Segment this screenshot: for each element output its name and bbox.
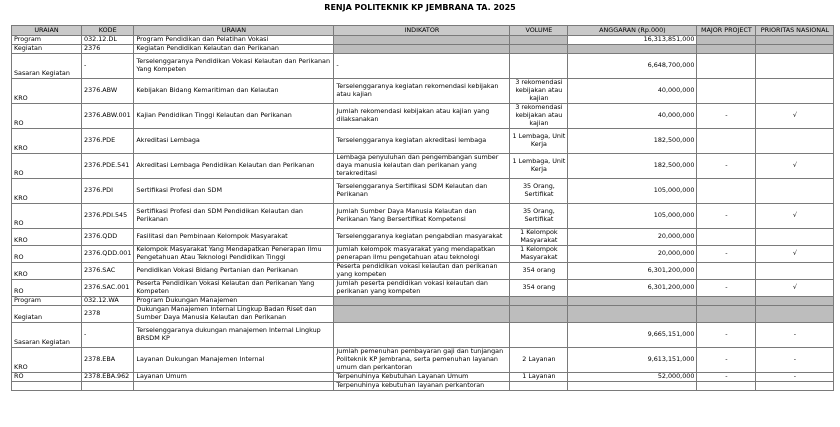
cell-anggaran <box>568 306 697 323</box>
cell-uraian-detail <box>134 382 334 391</box>
cell-volume: 354 orang <box>510 280 568 297</box>
cell-uraian-detail: Sertifikasi Profesi dan SDM Pendidikan Kelautan dan Perikanan <box>134 204 334 229</box>
cell-prioritas-nasional <box>756 129 834 154</box>
page-title: RENJA POLITEKNIK KP JEMBRANA TA. 2025 <box>324 3 516 12</box>
cell-anggaran: 20,000,000 <box>568 229 697 246</box>
cell-major-project <box>697 129 756 154</box>
cell-volume: 1 Kelompok Masyarakat <box>510 246 568 263</box>
cell-anggaran <box>568 45 697 54</box>
cell-prioritas-nasional <box>756 382 834 391</box>
cell-kode: 032.12.WA <box>82 297 134 306</box>
cell-anggaran: 6,301,200,000 <box>568 263 697 280</box>
cell-anggaran: 40,000,000 <box>568 79 697 104</box>
cell-volume <box>510 54 568 79</box>
col-header-uraian: URAIAN <box>12 26 82 36</box>
cell-kode: 2376.ABW <box>82 79 134 104</box>
cell-kode: 2376 <box>82 45 134 54</box>
cell-volume: 1 Kelompok Masyarakat <box>510 229 568 246</box>
cell-indikator: Terpenuhinya kebutuhan layanan perkantoran <box>334 382 510 391</box>
cell-anggaran <box>568 382 697 391</box>
cell-major-project <box>697 297 756 306</box>
cell-indikator: Jumlah pemenuhan pembayaran gaji dan tunjangan Politeknik KP Jembrana, serta pemenuhan layanan umum dan perkantoran <box>334 348 510 373</box>
cell-uraian-detail: Akreditasi Lembaga <box>134 129 334 154</box>
col-header-uraian-detail: URAIAN <box>134 26 334 36</box>
cell-volume: 1 Layanan <box>510 373 568 382</box>
table-row <box>12 373 834 382</box>
cell-prioritas-nasional <box>756 36 834 45</box>
cell-volume <box>510 36 568 45</box>
cell-volume: 1 Lembaga, Unit Kerja <box>510 129 568 154</box>
table-row <box>12 179 834 204</box>
cell-kode: 2376.SAC <box>82 263 134 280</box>
cell-indikator: Terselenggaranya kegiatan akreditasi lembaga <box>334 129 510 154</box>
cell-uraian: RO <box>12 154 82 179</box>
cell-volume: 3 rekomendasi kebijakan atau kajian <box>510 104 568 129</box>
cell-major-project: - <box>697 323 756 348</box>
cell-indikator: Terselenggaranya kegiatan pengabdian masyarakat <box>334 229 510 246</box>
cell-major-project <box>697 79 756 104</box>
cell-volume: 354 orang <box>510 263 568 280</box>
cell-indikator <box>334 297 510 306</box>
cell-anggaran: 182,500,000 <box>568 154 697 179</box>
cell-major-project: - <box>697 373 756 382</box>
cell-kode: - <box>82 54 134 79</box>
cell-uraian: KRO <box>12 129 82 154</box>
cell-uraian-detail: Kegiatan Pendidikan Kelautan dan Perikanan <box>134 45 334 54</box>
cell-anggaran: 40,000,000 <box>568 104 697 129</box>
table-row <box>12 297 834 306</box>
cell-indikator <box>334 45 510 54</box>
cell-major-project: - <box>697 348 756 373</box>
cell-major-project: - <box>697 104 756 129</box>
cell-uraian: Kegiatan <box>12 45 82 54</box>
cell-major-project <box>697 36 756 45</box>
cell-prioritas-nasional: √ <box>756 280 834 297</box>
table-row <box>12 154 834 179</box>
cell-uraian: KRO <box>12 229 82 246</box>
cell-anggaran: 16,313,851,000 <box>568 36 697 45</box>
cell-uraian-detail: Program Pendidikan dan Pelatihan Vokasi <box>134 36 334 45</box>
cell-prioritas-nasional <box>756 45 834 54</box>
cell-major-project <box>697 306 756 323</box>
col-header-volume: VOLUME <box>510 26 568 36</box>
cell-uraian: Sasaran Kegiatan <box>12 54 82 79</box>
cell-kode <box>82 382 134 391</box>
cell-uraian-detail: Program Dukungan Manajemen <box>134 297 334 306</box>
cell-kode: 2376.SAC.001 <box>82 280 134 297</box>
cell-kode: 032.12.DL <box>82 36 134 45</box>
cell-uraian-detail: Pendidikan Vokasi Bidang Pertanian dan Perikanan <box>134 263 334 280</box>
cell-indikator: Jumlah peserta pendidikan vokasi kelautan dan perikanan yang kompeten <box>334 280 510 297</box>
cell-uraian-detail: Fasilitasi dan Pembinaan Kelompok Masyarakat <box>134 229 334 246</box>
cell-prioritas-nasional <box>756 179 834 204</box>
cell-uraian: Program <box>12 297 82 306</box>
cell-anggaran <box>568 297 697 306</box>
cell-kode: 2376.PDI.545 <box>82 204 134 229</box>
col-header-kode: KODE <box>82 26 134 36</box>
cell-uraian <box>12 382 82 391</box>
cell-kode: 2376.ABW.001 <box>82 104 134 129</box>
cell-uraian: KRO <box>12 179 82 204</box>
table-row <box>12 36 834 45</box>
table-row <box>12 246 834 263</box>
cell-indikator: Peserta pendidikan vokasi kelautan dan perikanan yang kompeten <box>334 263 510 280</box>
cell-indikator: - <box>334 54 510 79</box>
col-header-indikator: INDIKATOR <box>334 26 510 36</box>
cell-volume <box>510 306 568 323</box>
table-row <box>12 229 834 246</box>
cell-uraian-detail: Terselenggaranya Pendidikan Vokasi Kelautan dan Perikanan Yang Kompeten <box>134 54 334 79</box>
cell-volume <box>510 323 568 348</box>
cell-uraian-detail: Terselenggaranya dukungan manajemen Internal Lingkup BRSDM KP <box>134 323 334 348</box>
cell-uraian: RO <box>12 104 82 129</box>
cell-anggaran: 6,301,200,000 <box>568 280 697 297</box>
cell-indikator <box>334 323 510 348</box>
cell-major-project <box>697 229 756 246</box>
cell-prioritas-nasional: √ <box>756 154 834 179</box>
cell-kode: 2376.PDI <box>82 179 134 204</box>
renja-table <box>11 25 834 391</box>
cell-volume: 3 rekomendasi kebijakan atau kajian <box>510 79 568 104</box>
cell-anggaran: 182,500,000 <box>568 129 697 154</box>
cell-uraian: Sasaran Kegiatan <box>12 323 82 348</box>
cell-anggaran: 9,613,151,000 <box>568 348 697 373</box>
cell-major-project <box>697 382 756 391</box>
cell-uraian: Program <box>12 36 82 45</box>
cell-kode: 2376.QDD <box>82 229 134 246</box>
cell-indikator: Jumlah Sumber Daya Manusia Kelautan dan Perikanan Yang Bersertifikat Kompetensi <box>334 204 510 229</box>
cell-uraian-detail: Kebijakan Bidang Kemaritiman dan Kelautan <box>134 79 334 104</box>
cell-prioritas-nasional: √ <box>756 104 834 129</box>
table-row <box>12 306 834 323</box>
cell-anggaran: 6,648,700,000 <box>568 54 697 79</box>
cell-major-project <box>697 54 756 79</box>
cell-indikator: Jumlah rekomendasi kebijakan atau kajian yang dilaksanakan <box>334 104 510 129</box>
cell-uraian-detail: Peserta Pendidikan Vokasi Kelautan dan Perikanan Yang Kompeten <box>134 280 334 297</box>
cell-indikator: Terpenuhinya Kebutuhan Layanan Umum <box>334 373 510 382</box>
table-row <box>12 129 834 154</box>
cell-volume: 2 Layanan <box>510 348 568 373</box>
cell-uraian-detail: Layanan Umum <box>134 373 334 382</box>
cell-uraian-detail: Dukungan Manajemen Internal Lingkup Badan Riset dan Sumber Daya Manusia Kelautan dan Perikanan <box>134 306 334 323</box>
cell-volume: 35 Orang, Sertifikat <box>510 179 568 204</box>
table-row <box>12 323 834 348</box>
cell-indikator: Lembaga penyuluhan dan pengembangan sumber daya manusia kelautan dan perikanan yang terakreditasi <box>334 154 510 179</box>
cell-prioritas-nasional: √ <box>756 246 834 263</box>
cell-kode: 2376.PDE.541 <box>82 154 134 179</box>
cell-volume: 1 Lembaga, Unit Kerja <box>510 154 568 179</box>
cell-anggaran: 52,000,000 <box>568 373 697 382</box>
cell-uraian: RO <box>12 204 82 229</box>
cell-kode: 2378 <box>82 306 134 323</box>
cell-major-project: - <box>697 154 756 179</box>
cell-kode: 2378.EBA.962 <box>82 373 134 382</box>
cell-prioritas-nasional <box>756 79 834 104</box>
col-header-anggaran: ANGGARAN (Rp.000) <box>568 26 697 36</box>
cell-major-project <box>697 263 756 280</box>
cell-volume <box>510 45 568 54</box>
cell-uraian: KRO <box>12 79 82 104</box>
cell-uraian-detail: Kelompok Masyarakat Yang Mendapatkan Penerapan Ilmu Pengetahuan Atau Teknologi Pendidikan Tinggi <box>134 246 334 263</box>
table-row <box>12 263 834 280</box>
cell-kode: 2376.PDE <box>82 129 134 154</box>
table-row <box>12 45 834 54</box>
cell-uraian: RO <box>12 280 82 297</box>
cell-prioritas-nasional <box>756 54 834 79</box>
cell-prioritas-nasional <box>756 306 834 323</box>
cell-anggaran: 9,665,151,000 <box>568 323 697 348</box>
cell-uraian-detail: Akreditasi Lembaga Pendidikan Kelautan dan Perikanan <box>134 154 334 179</box>
cell-uraian: RO <box>12 373 82 382</box>
cell-indikator <box>334 306 510 323</box>
table-row <box>12 54 834 79</box>
table-row <box>12 104 834 129</box>
cell-prioritas-nasional: - <box>756 323 834 348</box>
cell-prioritas-nasional: - <box>756 348 834 373</box>
cell-major-project: - <box>697 246 756 263</box>
cell-major-project: - <box>697 204 756 229</box>
cell-anggaran: 105,000,000 <box>568 204 697 229</box>
cell-indikator: Jumlah kelompok masyarakat yang mendapatkan penerapan ilmu pengetahuan atau teknologi <box>334 246 510 263</box>
cell-prioritas-nasional: √ <box>756 204 834 229</box>
cell-volume <box>510 382 568 391</box>
cell-major-project: - <box>697 280 756 297</box>
cell-anggaran: 105,000,000 <box>568 179 697 204</box>
cell-uraian-detail: Layanan Dukungan Manajemen Internal <box>134 348 334 373</box>
header-row <box>12 26 834 36</box>
cell-indikator: Terselenggaranya Sertifikasi SDM Kelautan dan Perikanan <box>334 179 510 204</box>
table-row <box>12 280 834 297</box>
cell-kode: 2378.EBA <box>82 348 134 373</box>
table-row <box>12 79 834 104</box>
cell-uraian: RO <box>12 246 82 263</box>
cell-uraian: Kegiatan <box>12 306 82 323</box>
table-row <box>12 204 834 229</box>
cell-major-project <box>697 45 756 54</box>
cell-volume <box>510 297 568 306</box>
col-header-prioritas-nasional: PRIORITAS NASIONAL <box>756 26 834 36</box>
cell-major-project <box>697 179 756 204</box>
cell-uraian: KRO <box>12 263 82 280</box>
table-row <box>12 382 834 391</box>
cell-indikator: Terselenggaranya kegiatan rekomendasi kebijakan atau kajian <box>334 79 510 104</box>
cell-prioritas-nasional: - <box>756 373 834 382</box>
table-row <box>12 348 834 373</box>
cell-anggaran: 20,000,000 <box>568 246 697 263</box>
cell-kode: - <box>82 323 134 348</box>
cell-uraian-detail: Kajian Pendidikan Tinggi Kelautan dan Perikanan <box>134 104 334 129</box>
cell-uraian: KRO <box>12 348 82 373</box>
cell-volume: 35 Orang, Sertifikat <box>510 204 568 229</box>
cell-uraian-detail: Sertifikasi Profesi dan SDM <box>134 179 334 204</box>
cell-prioritas-nasional <box>756 263 834 280</box>
cell-prioritas-nasional <box>756 229 834 246</box>
cell-indikator <box>334 36 510 45</box>
col-header-major-project: MAJOR PROJECT <box>697 26 756 36</box>
cell-prioritas-nasional <box>756 297 834 306</box>
cell-kode: 2376.QDD.001 <box>82 246 134 263</box>
